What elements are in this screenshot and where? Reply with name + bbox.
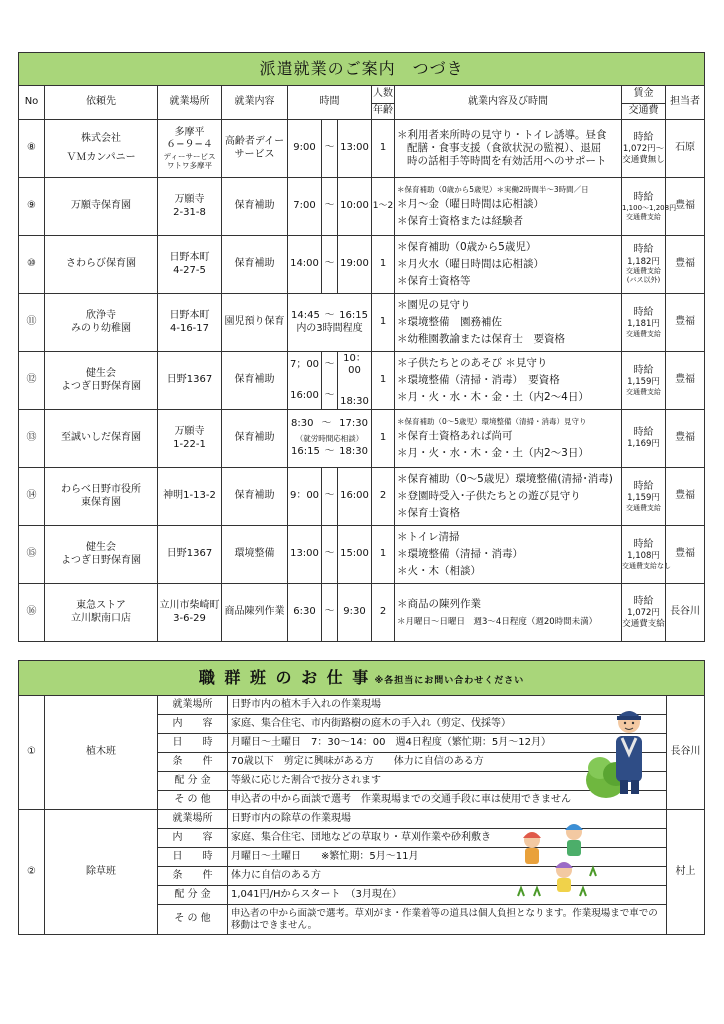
row-client: わらべ日野市役所 東保育園 [45,468,158,526]
row-no: ⑮ [19,526,45,584]
item-value: 体力に自信のある方 [228,867,667,886]
group-no: ② [19,810,45,935]
item-key: 配 分 金 [158,772,228,791]
row-details: ＊保育補助（0歳から5歳児） ＊月火水（曜日時間は応相談） ＊保育士資格等 [395,236,622,294]
row-wage: 時給 1,072円 交通費支給 [622,584,666,642]
row-staff: 長谷川 [666,584,705,642]
group-no: ① [19,696,45,810]
item-key: 内 容 [158,829,228,848]
row-client: 株式会社 ＶＭカンパニー [45,120,158,178]
header-location: 就業場所 [158,86,222,120]
row-details: ＊トイレ清掃 ＊環境整備（清掃・消毒） ＊火・木（相談） [395,526,622,584]
row-work: 高齢者デイーサービス [222,120,288,178]
row-end: 15:00 [338,526,372,584]
row-wage: 時給 1,072円〜 交通費無し [622,120,666,178]
item-value: 1,041円/Hからスタート （3月現在） [228,886,667,905]
row-people: 1 [372,236,395,294]
section2-note: ※各担当にお問い合わせください [374,676,525,686]
row-end: 9:30 [338,584,372,642]
header-details: 就業内容及び時間 [395,86,622,120]
row-work: 園児預り保育 [222,294,288,352]
header-people: 人数 [372,86,395,104]
row-location: 万願寺 2-31-8 [158,178,222,236]
row-work: 商品陳列作業 [222,584,288,642]
row-details: ＊園児の見守り ＊環境整備 園務補佐 ＊幼稚園教諭または保育士 要資格 [395,294,622,352]
row-start: 9:00 [288,120,322,178]
table-row [19,236,705,294]
row-wage: 時給 1,181円 交通費支給 [622,294,666,352]
row-tilde: 〜 [322,468,338,526]
row-end: 13:00 [338,120,372,178]
table-row [19,120,705,178]
group-staff: 長谷川 [667,696,705,810]
item-key: 就業場所 [158,696,228,715]
row-wage: 時給 1,182円 交通費支給(バス以外) [622,236,666,294]
item-value: 家庭、集合住宅、市内街路樹の庭木の手入れ（剪定、伐採等） [228,715,667,734]
header-time: 時間 [288,86,372,120]
row-staff: 豊福 [666,468,705,526]
dispatch-jobs-table [18,52,705,642]
row-tilde: 〜 〜 [322,352,338,410]
row-end: 16:00 [338,468,372,526]
group-name: 除草班 [45,810,158,935]
section2-title: 職 群 班 の お 仕 事 ※各担当にお問い合わせください [19,661,705,696]
item-key: 日 時 [158,848,228,867]
item-value: 日野市内の植木手入れの作業現場 [228,696,667,715]
row-end: 19:00 [338,236,372,294]
table-row [19,410,705,468]
header-no: No [19,86,45,120]
row-client: 健生会 よつぎ日野保育園 [45,352,158,410]
row-tilde: 〜 [322,178,338,236]
row-no: ⑬ [19,410,45,468]
row-details: ＊利用者来所時の見守り・トイレ誘導。昼食 配膳・食事支援（食欲状況の監視）、退屈 時の話相手等時間を有効活用へのサポート [395,120,622,178]
row-wage: 時給 1,108円 交通費支給なし [622,526,666,584]
item-value: 申込者の中から面談で選考 作業現場までの交通手段に車は使用できません [228,791,667,810]
row-people: 2 [372,584,395,642]
item-key: 条 件 [158,753,228,772]
row-location: 日野1367 [158,526,222,584]
item-value: 等級に応じた割合で按分されます [228,772,667,791]
row-wage: 時給 1,100〜1,208円 交通費支給 [622,178,666,236]
row-people: 1 [372,120,395,178]
group-name: 植木班 [45,696,158,810]
group-staff: 村上 [667,810,705,935]
row-start: 7；00 16:00 [288,352,322,410]
weeding-kids-illustration [514,818,600,900]
item-value: 月曜日〜土曜日 ※繁忙期：5月〜11月 [228,848,667,867]
row-work: 環境整備 [222,526,288,584]
header-staff: 担当者 [666,86,705,120]
row-start: 6:30 [288,584,322,642]
row-start: 13:00 [288,526,322,584]
item-key: 条 件 [158,867,228,886]
row-details: ＊保育補助（0歳から5歳児）＊実働2時間半〜3時間／日 ＊月〜金（曜日時間は応相談） ＊保育士資格または経験者 [395,178,622,236]
header-age: 年齢 [372,104,395,120]
row-no: ⑯ [19,584,45,642]
row-details: ＊子供たちとのあそび ＊見守り ＊環境整備（清掃・消毒） 要資格 ＊月・火・水・木・金・土（内2〜4日） [395,352,622,410]
row-no: ⑪ [19,294,45,352]
row-wage: 時給 1,169円 [622,410,666,468]
header-client: 依頼先 [45,86,158,120]
row-people: 2 [372,468,395,526]
row-client: 欣浄寺 みのり幼稚園 [45,294,158,352]
table-row [19,294,705,352]
item-key: そ の 他 [158,905,228,935]
row-people: 1 [372,526,395,584]
row-start: 7:00 [288,178,322,236]
row-staff: 豊福 [666,526,705,584]
row-work: 保育補助 [222,352,288,410]
row-details: ＊商品の陳列作業 ＊月曜日〜日曜日 週3〜4日程度（週20時間未満） [395,584,622,642]
row-tilde: 〜 [322,236,338,294]
table-row [19,526,705,584]
table-row [19,352,705,410]
row-staff: 豊福 [666,294,705,352]
row-staff: 豊福 [666,236,705,294]
row-people: 1 [372,410,395,468]
row-details: ＊保育補助（0〜5歳児）環境整備（清掃・消毒）見守り ＊保育士資格あれば尚可 ＊月・火・水・木・金・土（内2〜3日） [395,410,622,468]
row-no: ⑧ [19,120,45,178]
row-work: 保育補助 [222,468,288,526]
row-staff: 豊福 [666,410,705,468]
row-tilde: 〜 [322,584,338,642]
item-key: 配 分 金 [158,886,228,905]
item-value: 70歳以下 剪定に興味がある方 体力に自信のある方 [228,753,667,772]
row-time: 14:45 〜 16:15 内の3時間程度 [288,294,372,352]
item-key: そ の 他 [158,791,228,810]
row-client: 万願寺保育園 [45,178,158,236]
row-no: ⑫ [19,352,45,410]
item-value: 月曜日〜土曜日 7：30〜14：00 週4日程度（繁忙期：5月〜12月） [228,734,667,753]
item-key: 就業場所 [158,810,228,829]
row-client: 至誠いしだ保育園 [45,410,158,468]
header-transport: 交通費 [622,104,666,120]
item-value: 申込者の中から面談で選考。草刈がま・作業着等の道具は個人負担となります。作業現場まで車での移動はできません。 [228,905,667,935]
row-location: 立川市柴崎町 3-6-29 [158,584,222,642]
header-wage: 賃金 [622,86,666,104]
row-location: 日野本町 4-27-5 [158,236,222,294]
row-location: 日野1367 [158,352,222,410]
row-people: 1〜2 [372,178,395,236]
table-row [19,178,705,236]
row-time: 8:30 〜 17:30 （就労時間応相談） 16:15 〜 18:30 [288,410,372,468]
row-location: 日野本町 4-16-17 [158,294,222,352]
row-wage: 時給 1,159円 交通費支給 [622,468,666,526]
row-staff: 豊福 [666,352,705,410]
item-value: 家庭、集合住宅、団地などの草取り・草刈作業や砂利敷き [228,829,667,848]
row-client: 健生会 よつぎ日野保育園 [45,526,158,584]
item-key: 日 時 [158,734,228,753]
gardener-illustration [586,698,662,800]
row-no: ⑭ [19,468,45,526]
row-tilde: 〜 [322,526,338,584]
table-row [19,468,705,526]
row-work: 保育補助 [222,410,288,468]
row-details: ＊保育補助（0〜5歳児）環境整備(清掃･消毒) ＊登園時受入･子供たちとの遊び見守り ＊保育士資格 [395,468,622,526]
row-location: 神明1-13-2 [158,468,222,526]
row-work: 保育補助 [222,236,288,294]
row-work: 保育補助 [222,178,288,236]
row-start: 14:00 [288,236,322,294]
table-row [19,584,705,642]
item-key: 内 容 [158,715,228,734]
row-client: 東急ストア 立川駅南口店 [45,584,158,642]
row-no: ⑨ [19,178,45,236]
row-no: ⑩ [19,236,45,294]
row-location: 多摩平 ６−９−４ ディーサービス ワトワ多摩平 [158,120,222,178]
row-wage: 時給 1,159円 交通費支給 [622,352,666,410]
row-people: 1 [372,352,395,410]
row-people: 1 [372,294,395,352]
header-work: 就業内容 [222,86,288,120]
row-tilde: 〜 [322,120,338,178]
row-end: 10：00 18:30 [338,352,372,410]
row-start: 9：00 [288,468,322,526]
section1-title: 派遣就業のご案内 つづき [19,53,705,86]
item-value: 日野市内の除草の作業現場 [228,810,667,829]
row-end: 10:00 [338,178,372,236]
row-location: 万願寺 1-22-1 [158,410,222,468]
row-staff: 豊福 [666,178,705,236]
row-client: さわらび保育園 [45,236,158,294]
row-staff: 石原 [666,120,705,178]
